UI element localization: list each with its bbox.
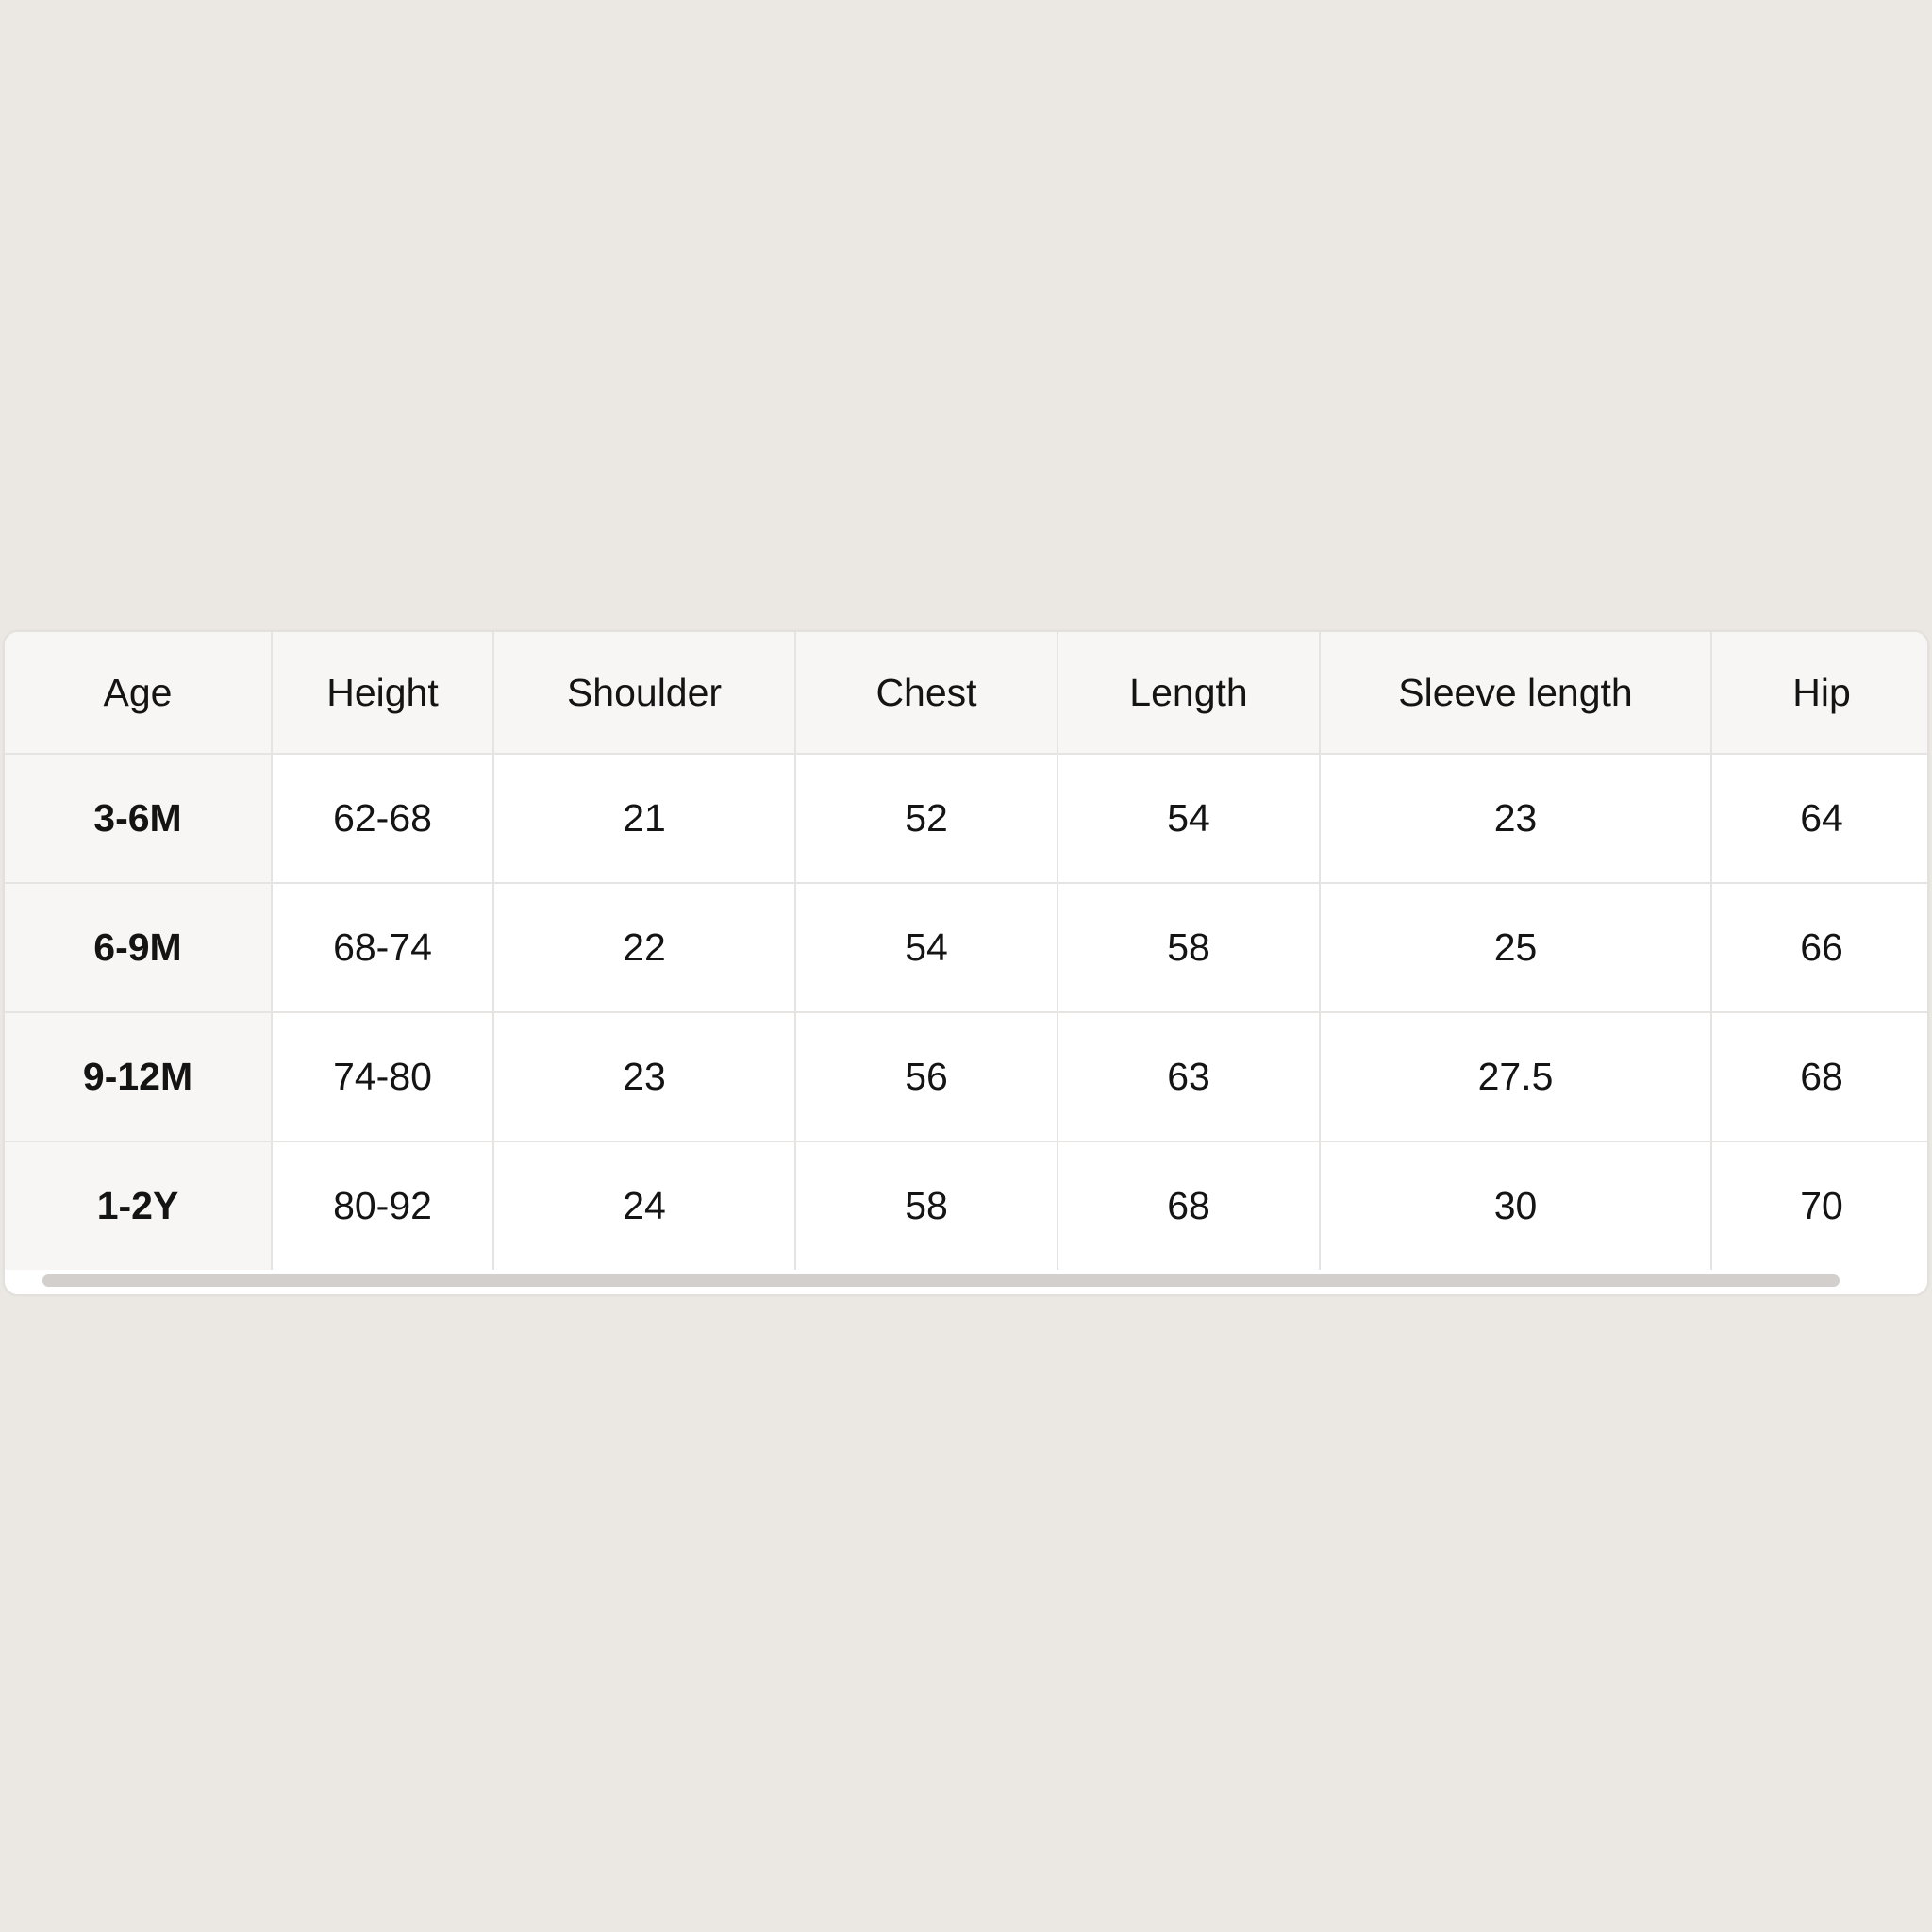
table-row [5, 1012, 1929, 1141]
cell-hip: 64 [1711, 754, 1929, 883]
cell-length: 54 [1058, 754, 1320, 883]
size-chart-card [3, 630, 1929, 1296]
cell-length: 68 [1058, 1141, 1320, 1270]
horizontal-scrollbar[interactable] [5, 1270, 1927, 1294]
cell-age: 9-12M [5, 1012, 272, 1141]
table-row [5, 1141, 1929, 1270]
column-header-sleeve-length: Sleeve length [1320, 632, 1711, 754]
cell-age: 1-2Y [5, 1141, 272, 1270]
top-background-area [0, 0, 1932, 630]
cell-height: 68-74 [272, 883, 493, 1012]
cell-height: 74-80 [272, 1012, 493, 1141]
column-header-chest: Chest [795, 632, 1058, 754]
column-header-age: Age [5, 632, 272, 754]
cell-height: 80-92 [272, 1141, 493, 1270]
cell-length: 63 [1058, 1012, 1320, 1141]
cell-sleeve-length: 27.5 [1320, 1012, 1711, 1141]
cell-shoulder: 23 [493, 1012, 795, 1141]
cell-sleeve-length: 30 [1320, 1141, 1711, 1270]
cell-sleeve-length: 23 [1320, 754, 1711, 883]
size-chart-table [5, 632, 1929, 1270]
cell-sleeve-length: 25 [1320, 883, 1711, 1012]
cell-hip: 70 [1711, 1141, 1929, 1270]
cell-chest: 54 [795, 883, 1058, 1012]
table-row [5, 754, 1929, 883]
table-header-row [5, 632, 1929, 754]
cell-length: 58 [1058, 883, 1320, 1012]
scrollbar-thumb[interactable] [42, 1274, 1840, 1287]
cell-shoulder: 21 [493, 754, 795, 883]
table-body [5, 754, 1929, 1270]
column-header-shoulder: Shoulder [493, 632, 795, 754]
cell-age: 6-9M [5, 883, 272, 1012]
column-header-hip: Hip [1711, 632, 1929, 754]
column-header-length: Length [1058, 632, 1320, 754]
cell-chest: 56 [795, 1012, 1058, 1141]
table-row [5, 883, 1929, 1012]
cell-shoulder: 24 [493, 1141, 795, 1270]
column-header-height: Height [272, 632, 493, 754]
cell-hip: 66 [1711, 883, 1929, 1012]
cell-height: 62-68 [272, 754, 493, 883]
cell-shoulder: 22 [493, 883, 795, 1012]
cell-chest: 52 [795, 754, 1058, 883]
cell-age: 3-6M [5, 754, 272, 883]
table-header [5, 632, 1929, 754]
cell-chest: 58 [795, 1141, 1058, 1270]
cell-hip: 68 [1711, 1012, 1929, 1141]
